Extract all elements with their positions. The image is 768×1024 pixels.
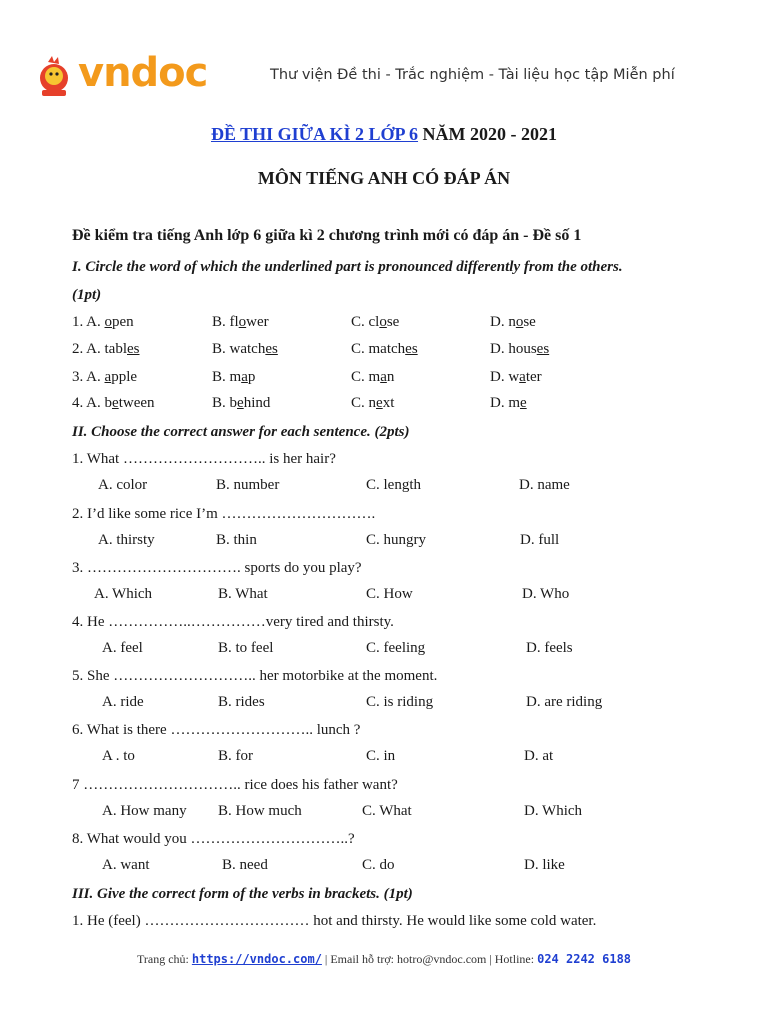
- section1-option: [212, 314, 269, 331]
- option-text: D. m: [490, 395, 520, 411]
- answer-option: A. ride: [102, 694, 144, 710]
- underlined-part: o: [379, 314, 387, 330]
- option-text: 2. A. tabl: [72, 341, 127, 357]
- section2-question: 8. What would you …………………………..?: [72, 831, 355, 847]
- section1-heading: I. Circle the word of which the underlined part is pronounced differently from the others.: [72, 259, 623, 275]
- footer-hotline: 024 2242 6188: [537, 952, 632, 966]
- option-text: n: [386, 369, 395, 385]
- answer-option: B. rides: [218, 694, 265, 710]
- exam-title-year: NĂM 2020 - 2021: [418, 124, 558, 144]
- section2-question: 4. He ……………..……………very tired and thirsty.: [72, 614, 394, 630]
- option-text: 3. A.: [72, 369, 105, 385]
- answer-option: D. at: [524, 748, 554, 764]
- answer-option: B. number: [216, 477, 280, 493]
- answer-option: A. Which: [94, 586, 153, 602]
- option-text: se: [386, 314, 400, 330]
- option-text: pen: [112, 314, 134, 330]
- underlined-part: a: [241, 369, 248, 385]
- answer-option: C. is riding: [366, 694, 434, 710]
- page-footer: [0, 952, 768, 967]
- exam-title: [0, 124, 768, 145]
- answer-option: B. thin: [216, 532, 257, 548]
- option-text: se: [523, 314, 536, 330]
- section1-option: [212, 341, 278, 358]
- exam-subtitle: Đề kiểm tra tiếng Anh lớp 6 giữa kì 2 chương trình mới có đáp án - Đề số 1: [72, 227, 582, 244]
- section1-option: [351, 341, 418, 358]
- answer-option: C. How: [366, 586, 413, 602]
- answer-option: D. Which: [524, 803, 583, 819]
- option-text: C. cl: [351, 314, 380, 330]
- section1-option: [212, 395, 270, 412]
- answer-option: A. want: [102, 857, 150, 873]
- section1-option: [490, 395, 527, 412]
- option-text: ter: [525, 369, 542, 385]
- underlined-part: es: [127, 341, 140, 357]
- answer-option: A. color: [98, 477, 148, 493]
- underlined-part: a: [519, 369, 526, 385]
- option-text: D. hous: [490, 341, 537, 357]
- section1-option: [351, 395, 394, 412]
- underlined-part: a: [380, 369, 387, 385]
- section2-question: 3. …………………………. sports do you play?: [72, 560, 362, 576]
- option-text: B. b: [212, 395, 238, 411]
- answer-option: B. for: [218, 748, 253, 764]
- answer-option: B. How much: [218, 803, 302, 819]
- underlined-part: o: [104, 314, 113, 330]
- underlined-part: es: [265, 341, 278, 357]
- option-text: C. match: [351, 341, 406, 357]
- footer-home-link[interactable]: https://vndoc.com/: [191, 952, 322, 966]
- underlined-part: o: [238, 314, 247, 330]
- section1-option: [72, 369, 137, 386]
- answer-option: D. Who: [522, 586, 570, 602]
- answer-option: C. in: [366, 748, 396, 764]
- answer-option: D. like: [524, 857, 565, 873]
- section1-points: (1pt): [72, 287, 102, 303]
- section1-option: [490, 314, 536, 331]
- option-text: C. n: [351, 395, 377, 411]
- section1-option: [351, 369, 394, 386]
- answer-option: C. What: [362, 803, 412, 819]
- answer-option: A. How many: [102, 803, 187, 819]
- option-text: B. watch: [212, 341, 266, 357]
- underlined-part: e: [520, 395, 527, 411]
- section2-question: 2. I’d like some rice I’m ………………………….: [72, 506, 376, 522]
- option-text: wer: [246, 314, 269, 330]
- answer-option: C. feeling: [366, 640, 426, 656]
- section3-heading: III. Give the correct form of the verbs in brackets. (1pt): [72, 886, 413, 902]
- footer-middle: | Email hỗ trợ: hotro@vndoc.com | Hotline:: [321, 952, 538, 966]
- answer-option: B. to feel: [218, 640, 274, 656]
- section2-question: 5. She ……………………….. her motorbike at the moment.: [72, 668, 438, 684]
- answer-option: B. need: [222, 857, 268, 873]
- section1-option: [72, 341, 140, 358]
- exam-title-link[interactable]: ĐỀ THI GIỮA KÌ 2 LỚP 6: [210, 124, 419, 144]
- option-text: D. n: [490, 314, 516, 330]
- option-text: B. m: [212, 369, 242, 385]
- underlined-part: e: [237, 395, 244, 411]
- underlined-part: es: [536, 341, 550, 357]
- option-text: B. fl: [212, 314, 239, 330]
- section2-question: 1. What ……………………….. is her hair?: [72, 451, 336, 467]
- answer-option: D. name: [519, 477, 570, 493]
- answer-option: D. are riding: [526, 694, 603, 710]
- answer-option: C. hungry: [366, 532, 426, 548]
- underlined-part: a: [104, 369, 112, 385]
- section1-option: [351, 314, 399, 331]
- underlined-part: es: [405, 341, 418, 357]
- section1-option: [72, 395, 155, 412]
- answer-option: A. thirsty: [98, 532, 155, 548]
- section2-question: 6. What is there ……………………….. lunch ?: [72, 722, 361, 738]
- underlined-part: o: [515, 314, 524, 330]
- answer-option: A. feel: [102, 640, 143, 656]
- option-text: p: [247, 369, 256, 385]
- section1-option: [490, 369, 542, 386]
- answer-option: D. full: [520, 532, 560, 548]
- underlined-part: e: [112, 395, 119, 411]
- section1-option: [212, 369, 255, 386]
- section3-question-1: 1. He (feel) …………………………… hot and thirsty. He would like some cold water.: [72, 913, 597, 929]
- option-text: tween: [118, 395, 155, 411]
- option-text: 4. A. b: [72, 395, 113, 411]
- option-text: 1. A.: [72, 314, 105, 330]
- section1-option: [72, 314, 134, 331]
- section2-heading: II. Choose the correct answer for each sentence. (2pts): [72, 424, 410, 440]
- exam-subject-title: MÔN TIẾNG ANH CÓ ĐÁP ÁN: [257, 168, 511, 188]
- underlined-part: e: [376, 395, 383, 411]
- answer-option: C. length: [366, 477, 421, 493]
- answer-option: B. What: [218, 586, 268, 602]
- option-text: D. w: [490, 369, 520, 385]
- option-text: hind: [243, 395, 271, 411]
- section2-question: 7 ………………………….. rice does his father want?: [72, 777, 398, 793]
- answer-option: C. do: [362, 857, 395, 873]
- answer-option: D. feels: [526, 640, 573, 656]
- footer-prefix: Trang chủ:: [136, 952, 192, 966]
- site-tagline: Thư viện Đề thi - Trắc nghiệm - Tài liệu học tập Miễn phí: [270, 67, 675, 83]
- option-text: C. m: [351, 369, 381, 385]
- logo-text: vndoc: [78, 50, 208, 96]
- answer-option: A . to: [102, 748, 135, 764]
- option-text: xt: [382, 395, 395, 411]
- section1-option: [490, 341, 549, 358]
- option-text: pple: [111, 369, 138, 385]
